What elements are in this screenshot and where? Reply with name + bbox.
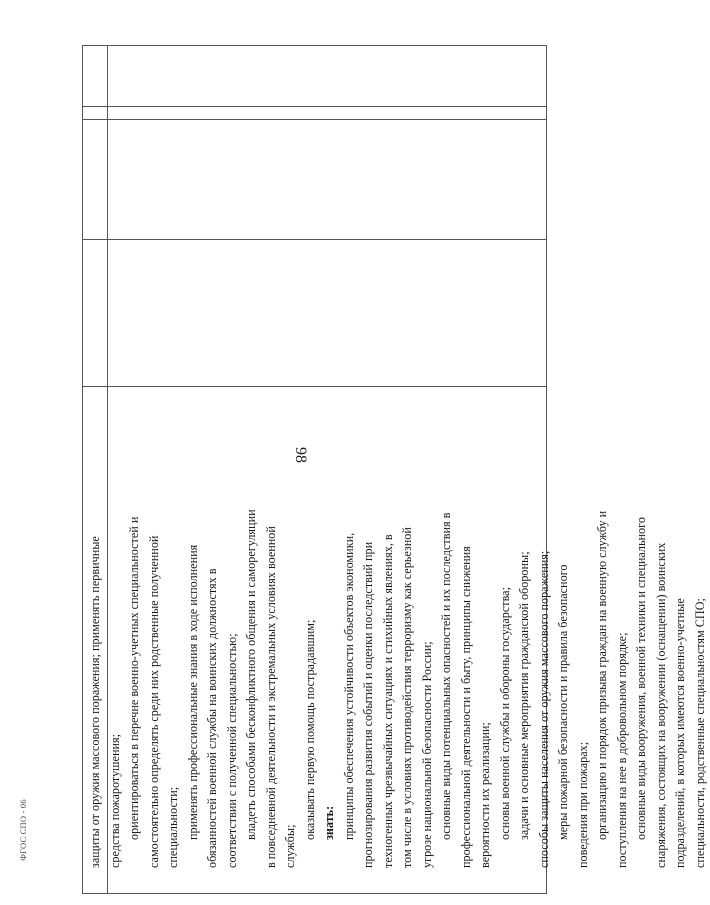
- text-line: способы защиты населения от оружия массового поражения;: [536, 550, 551, 868]
- text-line: владеть способами бесконфликтного общения и саморегуляции: [244, 509, 258, 840]
- text-line: задачи и основные мероприятия гражданской обороны;: [517, 551, 531, 840]
- text-line: угрозе национальной безопасности России;: [419, 641, 434, 868]
- text-line: специальности, родственные специальностям СПО;: [692, 598, 707, 868]
- text-line: защиты от оружия массового поражения; применять первичные: [88, 536, 102, 868]
- text-line: поступления на нее в добровольном порядке;: [614, 632, 629, 868]
- text-line: снаряжения, состоящих на вооружении (оснащении) воинских: [653, 542, 668, 868]
- text-line: оказывать первую помощь пострадавшим;: [302, 619, 317, 840]
- text-line: меры пожарной безопасности и правила безопасного: [556, 564, 570, 840]
- text-line: прогнозирования развития событий и оценки последствий при: [361, 541, 375, 868]
- text-line: применять профессиональные знания в ходе исполнения: [185, 544, 200, 840]
- text-line: самостоятельно определять среди них родственные полученной: [146, 535, 161, 868]
- text-line: основные виды вооружения, военной техники и специального: [634, 517, 648, 840]
- table-row-divider: [83, 239, 546, 240]
- footer-code: ФГОС СПО - 06: [18, 799, 28, 861]
- text-line: поведения при пожарах;: [575, 741, 590, 868]
- text-line: организацию и порядок призыва граждан на военную службу и: [595, 510, 609, 840]
- text-line: специальности;: [166, 786, 180, 868]
- section-heading: знать:: [322, 805, 336, 840]
- text-line: техногенных чрезвычайных ситуациях и стихийных явлениях, в: [380, 534, 395, 868]
- table-row-divider: [83, 119, 546, 120]
- text-line: основы военной службы и обороны государства;: [497, 587, 512, 840]
- text-line: вероятности их реализации;: [478, 722, 492, 868]
- requirements-text: [86, 392, 707, 868]
- text-line: ориентироваться в перечне военно-учетных специальностей и: [127, 516, 141, 840]
- table-row-divider: [83, 106, 546, 107]
- text-line: основные виды потенциальных опасностей и их последствия в: [439, 512, 453, 840]
- table-row-divider: [83, 386, 546, 387]
- text-line: в повседневной деятельности и экстремальных условиях военной: [263, 526, 278, 868]
- text-line: средства пожаротушения;: [107, 734, 122, 868]
- text-line: обязанностей военной службы на воинских должностях в: [205, 568, 219, 868]
- text-line: профессиональной деятельности и быту, принципы снижения: [458, 546, 473, 868]
- page-number: 98: [292, 447, 309, 463]
- text-line: том числе в условиях противодействия терроризму как серьезной: [400, 527, 414, 868]
- text-line: службы;: [283, 824, 297, 868]
- text-line: принципы обеспечения устойчивости объектов экономики,: [341, 532, 356, 840]
- text-line: подразделений, в которых имеются военно-учетные: [673, 598, 687, 868]
- text-line: соответствии с полученной специальностью;: [224, 633, 239, 868]
